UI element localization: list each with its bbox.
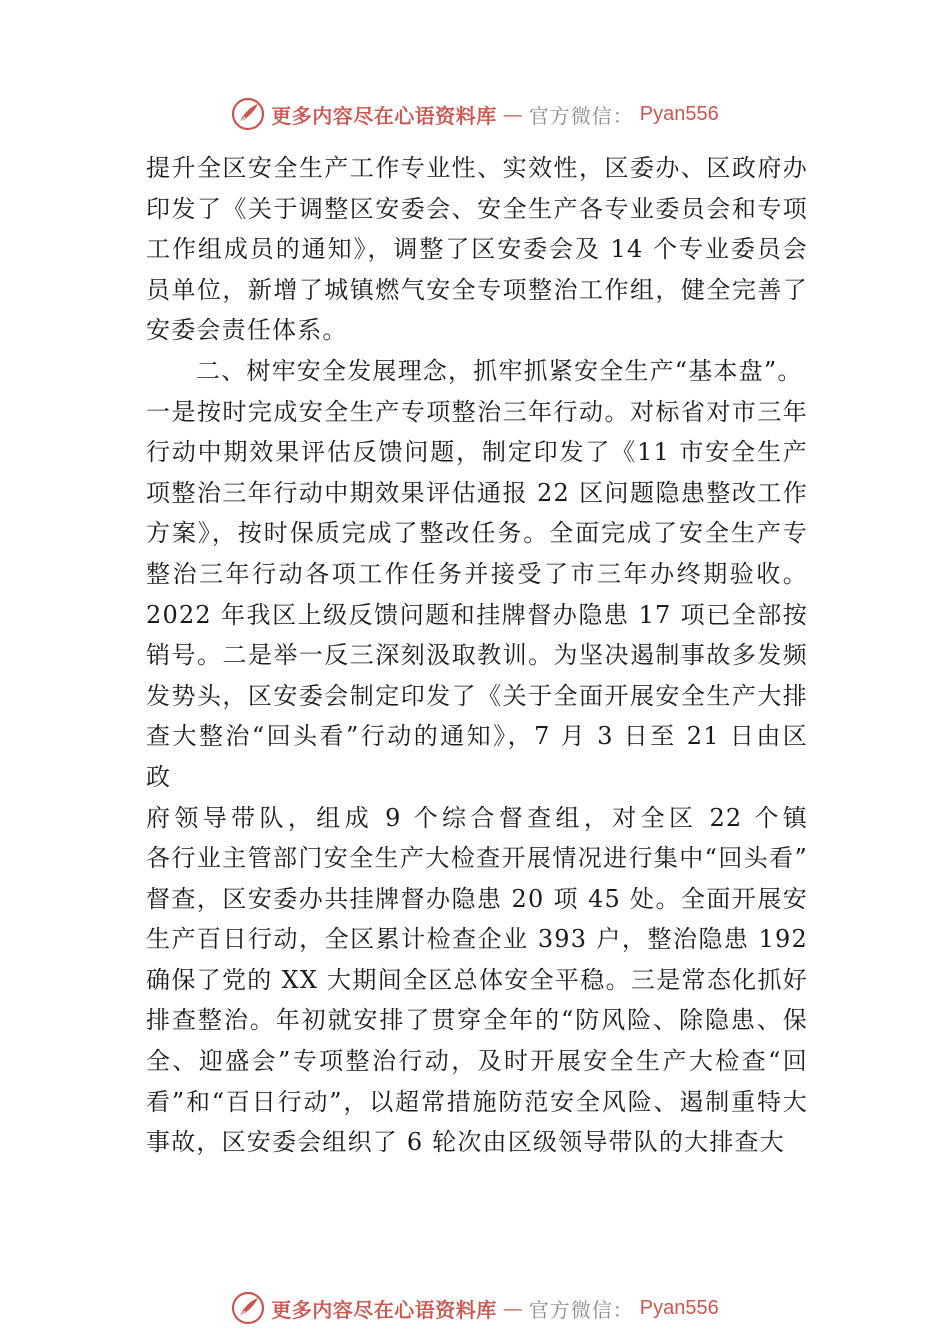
body-line: 印发了《关于调整区安委会、安全生产各专业委员会和专项 [146,194,808,223]
banner-wechat-id: Pyan556 [639,1296,719,1319]
body-line: 项整治三年行动中期效果评估通报 22 区问题隐患整改工作 [146,478,808,507]
header-banner [0,92,950,136]
body-line: 各行业主管部门安全生产大检查开展情况进行集中“回头看” [146,844,808,873]
body-line: 政 [146,762,172,791]
banner-dash: — [502,1296,523,1320]
body-line: 发势头，区安委会制定印发了《关于全面开展安全生产大排 [146,681,808,710]
quill-logo-icon [231,97,265,131]
body-line: 提升全区安全生产工作专业性、实效性，区委办、区政府办 [146,154,808,182]
banner-dash: — [502,102,523,126]
banner-wechat-label: 官方微信： [528,1297,634,1322]
banner-site-text: 更多内容尽在心语资料库 [271,1297,497,1322]
body-line: 一是按时完成安全生产专项整治三年行动。对标省对市三年 [146,397,808,426]
body-line: 排查整治。年初就安排了贯穿全年的“防风险、除隐患、保 [146,1006,808,1035]
document-body [146,148,808,1163]
body-line: 方案》，按时保质完成了整改任务。全面完成了安全生产专 [146,519,808,548]
body-line: 看”和“百日行动”，以超常措施防范安全风险、遏制重特大 [146,1087,808,1116]
banner-wechat-label: 官方微信： [528,103,634,128]
body-line: 确保了党的 XX 大期间全区总体安全平稳。三是常态化抓好 [146,965,808,994]
body-line: 府领导带队，组成 9 个综合督查组，对全区 22 个镇 [146,803,808,832]
body-line: 行动中期效果评估反馈问题，制定印发了《11 市安全生产 [146,438,808,467]
banner-site-text: 更多内容尽在心语资料库 [271,103,497,128]
body-line: 生产百日行动，全区累计检查企业 393 户，整治隐患 192 [146,925,808,954]
body-line: 查大整治“回头看”行动的通知》，7 月 3 日至 21 日由区 [146,722,808,751]
quill-logo-icon [231,1291,265,1325]
body-line: 2022 年我区上级反馈问题和挂牌督办隐患 17 项已全部按 [146,600,808,629]
body-line: 督查，区安委办共挂牌督办隐患 20 项 45 处。全面开展安 [146,884,808,913]
body-line: 安委会责任体系。 [146,316,348,345]
section-heading: 二、树牢安全发展理念，抓牢抓紧安全生产“基本盘”。 [196,356,803,385]
banner-wechat-id: Pyan556 [639,102,719,125]
body-line: 全、迎盛会”专项整治行动，及时开展安全生产大检查“回 [146,1047,808,1076]
footer-banner [0,1286,950,1330]
body-line: 事故，区安委会组织了 6 轮次由区级领导带队的大排查大 [146,1128,785,1157]
body-line: 员单位，新增了城镇燃气安全专项整治工作组，健全完善了 [146,275,808,304]
body-line: 整治三年行动各项工作任务并接受了市三年办终期验收。 [146,559,808,588]
body-line: 销号。二是举一反三深刻汲取教训。为坚决遏制事故多发频 [146,641,808,670]
body-line: 工作组成员的通知》，调整了区安委会及 14 个专业委员会 [146,235,808,264]
